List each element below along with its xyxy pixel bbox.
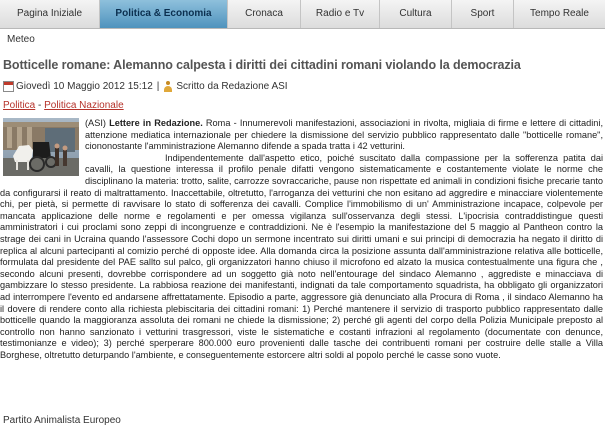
article-signature: Partito Animalista Europeo	[3, 415, 121, 426]
calendar-icon	[3, 81, 14, 92]
category-separator: -	[35, 100, 45, 111]
meta-separator: |	[156, 80, 160, 92]
tab-radio-tv[interactable]: Radio e Tv	[301, 0, 380, 28]
category-link-politica[interactable]: Politica	[3, 100, 36, 111]
lead-text: Roma - Innumerevoli manifestazioni, associazioni in rivolta, migliaia di firme e lettere di cittadini, attenzione mediatica internazionale per chiedere la dismissione del servizio pubblico rappresentato dalle "botticelle romane", ciononostante l'amministrazione Alemanno difende a spada tratta i 42 vetturini.	[85, 118, 604, 152]
tab-sport[interactable]: Sport	[452, 0, 514, 28]
category-link-politica-nazionale[interactable]: Politica Nazionale	[44, 100, 124, 111]
tab-tempo-reale[interactable]: Tempo Reale	[530, 8, 589, 19]
image-spacer	[0, 118, 79, 176]
main-navigation	[0, 0, 605, 29]
article-author: Scritto da Redazione ASI	[176, 80, 288, 92]
author-icon	[163, 81, 173, 92]
article-lead	[0, 118, 603, 153]
tab-pagina-iniziale[interactable]: Pagina Iniziale	[0, 0, 100, 28]
article-categories	[3, 100, 124, 111]
article-date: Giovedì 10 Maggio 2012 15:12	[16, 80, 153, 92]
article-title: Botticelle romane: Alemanno calpesta i diritti dei cittadini romani violando la democrazia	[3, 58, 521, 72]
tab-politica-economia[interactable]: Politica & Economia	[100, 0, 228, 28]
tab-cronaca[interactable]: Cronaca	[228, 0, 301, 28]
article-meta	[3, 79, 288, 93]
tab-cultura[interactable]: Cultura	[380, 0, 452, 28]
lead-bold: Lettere in Redazione.	[109, 118, 203, 128]
lead-prefix: (ASI)	[85, 118, 110, 128]
article-paragraph: Indipendentemente dall'aspetto etico, poiché suscitato dalla compassione per la sofferenza patita dai cavalli, la questione interessa il profilo penale difatti vengono sistematicamente e costantemente violate le norme che disciplinano la materia: trotto, salite, carrozze sovraccariche, pause non rispettate ed animali in condizioni fisiche precarie tanto da configurarsi il reato di maltrattamento. Inaccettabile, oltretutto, l'arroganza dei vetturini che non esitano ad aggredire e minacciare violentemente chi, per pietà, si permette di ravvisare lo stato di sofferenza dei cavalli. Complice l'immobilismo di un' Amministrazione incapace, colpevole per mancata applicazione delle norme e regolamenti e per omessa vigilanza sull'osservanza degli stessi. L'ipocrisia contraddistingue questi amministratori i cui proclami sono zeppi di incongruenze e contraddizioni. Ne è l'esempio la manifestazione del 5 maggio al Pantheon contro la strage dei cani in Ucraina quando l'assessore Cochi dopo un sermone incentrato sui diritti umani e sui principi di democrazia ha negato il diritto di replica al alcuni partecipanti al comizio perché di opposte idee. Alla domanda circa la posizione assunta dall'amministrazione relativa alle botticelle, formulata dal presidente del PAE sallto sul palco, gli organizzatori hanno chiuso il microfono ed alzato la musica contestualmente una figura che , secondo alcuni presenti, dovrebbe corrispondere ad un soggetto già noto nell'entourage del sindaco Alemanno , aggrediste e minacciava di gambizzare lo stesso presidente. La rabbiosa reazione dei manifestanti, indignati da tale comportamento squadrista, ha obbligato gli organizzatori ad interrompere l'evento ed andarsene affrettatamente. Episodio a parte, aggressore già denunciato alla Procura di Roma , il sindaco Alemanno ha il dovere di rendere conto alla richiesta plebiscitaria dei cittadini romani: 1) Perché mantenere il servizio di trasporto pubblico rappresentato dalle botticelle quando la maggioranza assoluta dei romani ne chiede la dismissione; 2) perché gli agenti del corpo della Polizia Municipale preposto al controllo non hanno sanzionato i vetturini trasgressori, viste le sistematiche e costanti infrazioni al regolamento (documentate con denunce, testimonianze e video); 3) perché sperperare 800.000 euro provenienti dalle tasche dei contribuenti romani per costruire delle stalle a Villa Borghese, oltretutto deturpando l'ambiente, e conseguentemente estorcere altri soldi al popolo perché le casse sono vuote.	[0, 152, 603, 360]
article-body	[0, 118, 603, 361]
subnav-meteo[interactable]: Meteo	[7, 34, 35, 45]
